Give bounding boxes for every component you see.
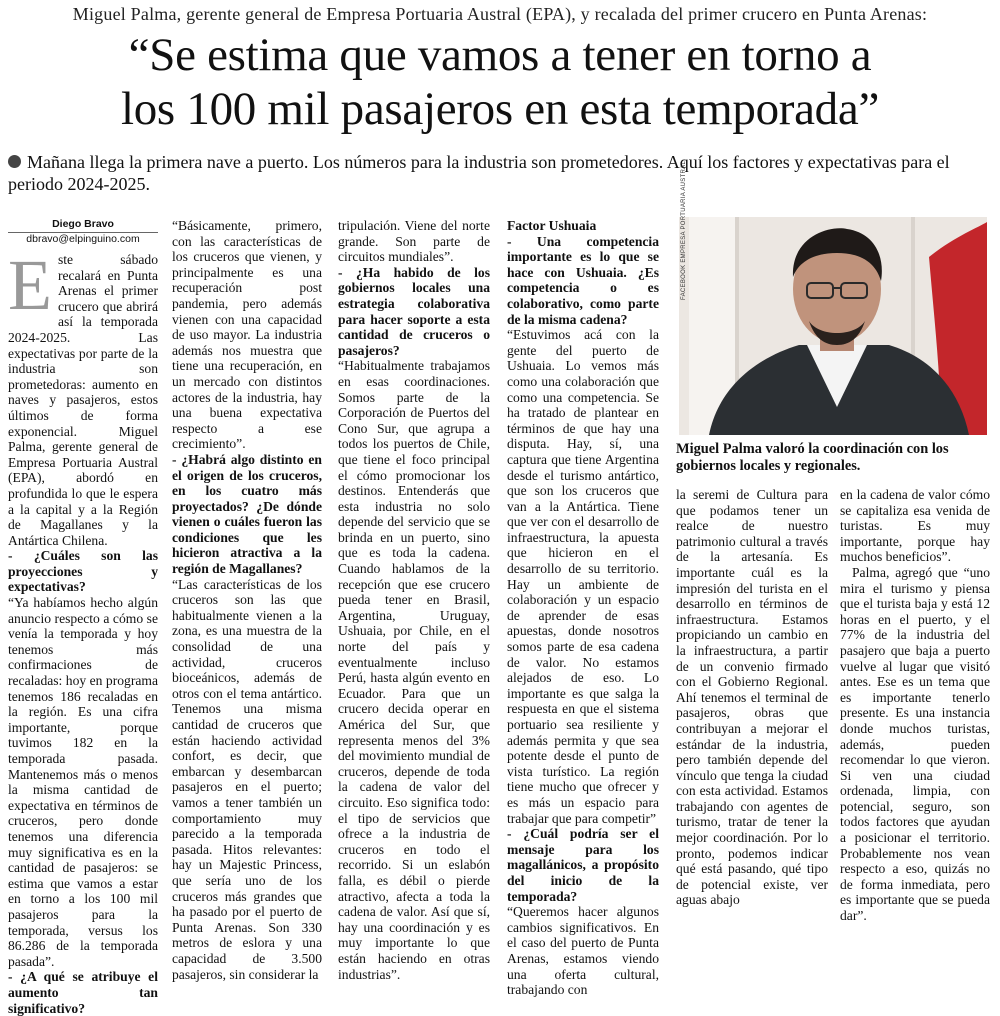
question-4: - ¿Ha habido de los gobiernos locales una estrategia colaborativa para hacer soporte a esta cantidad de cruceros o pasajeros? [338,264,490,358]
question-2: - ¿A qué se atribuye el aumento tan significativo? [8,969,158,1016]
headline [0,28,1000,136]
question-1: - ¿Cuáles son las proyecciones y expectativas? [8,548,158,595]
drop-cap: E [8,245,52,325]
answer-6-end: en la cadena de valor cómo se capitaliza esa venida de turistas. Es muy importante, porque hay muchos beneficios”. [840,487,990,565]
article-column-6 [840,487,990,924]
article-column-2 [172,218,322,982]
subhead-factor-ushuaia: Factor Ushuaia [507,218,597,233]
lead-text: Mañana llega la primera nave a puerto. Los números para la industria son prometedores. Aquí los factores y expectativas para el periodo 2024-2025. [8,152,950,194]
photo-credit: FACEBOOK EMPRESA PORTUARIA AUSTRAL [681,160,687,300]
answer-3-cont: tripulación. Viene del norte grande. Son parte de circuitos mundiales”. [338,218,490,265]
article-column-3 [338,218,490,982]
author-byline [8,218,158,246]
article-column-5 [676,487,828,908]
answer-3: “Las características de los cruceros son las que habitualmente vienen a la zona, es una muestra de la consolidad de una actividad, cruceros bioceánicos, además de otros con el tema antártico. Tenemos una misma cantidad de cruceros que están haciendo actividad confort, es decir, que embarcan y desembarcan pasajeros en el puerto; vamos a tener también un comportamiento muy parecido a la temporada pasada. Hitos relevantes: hay un Majestic Princess, que sería uno de los cruceros más grandes que ha pasado por el puerto de Punta Arenas. Son 330 metros de eslora y una capacidad de 3.500 pasajeros, sin considerar la [172,576,322,982]
answer-6-cont: la seremi de Cultura para que podamos tener un realce de nuestro patrimonio cultural a través de la artesanía. Es importante cuál es la impresión del turista en el desarrollo en términos de infraestructura. Estamos propiciando un cambio en la infraestructura, a partir de un convenio firmado con el Gobierno Regional. Ahí tenemos el terminal de pasajeros, obras que contribuyan a mejorar el estándar de la industria, pero también depende del vínculo que tenga la ciudad con esta actividad. Estamos trabajando con agentes de turismo, tratar de tener la mejor coordinación. Por lo pronto, podemos indicar qué está pasando, qué tipo de potencial existe, ver aguas abajo [676,487,828,908]
answer-6: “Queremos hacer algunos cambios significativos. En el caso del puerto de Punta Arenas, estamos viendo una oferta cultural, trabajando con [507,904,659,998]
intro-paragraph: Este sábado recalará en Punta Arenas el primer crucero que abrirá así la temporada 2024-2025. Las expectativas por parte de la industria son prometedoras: aumento en naves y pasajeros, estos últimos de forma exponencial. Miguel Palma, gerente general de Empresa Portuaria Austral (EPA), abordó en profundida lo que le espera a la capital y a la Región de Magallanes y la Antártica Chilena. [8,245,158,548]
article-column-1 [8,218,158,1016]
lead-paragraph [8,151,993,195]
photo-caption: Miguel Palma valoró la coordinación con los gobiernos locales y regionales. [676,441,949,474]
question-3: - ¿Habrá algo distinto en el origen de los cruceros, en los cuatro más proyectados? ¿De dónde vienen o cuáles fueron las condiciones que les hicieron atractiva a la región de Magallanes? [172,451,322,577]
kicker: Miguel Palma, gerente general de Empresa Portuaria Austral (EPA), y recalada del primer crucero en Punta Arenas: [72,4,928,24]
author-name: Diego Bravo [8,218,158,233]
headline-line-1: “Se estima que vamos a tener en torno a [128,29,872,81]
portrait-illustration [679,217,987,435]
closing-paragraph: Palma, agregó que “uno mira el turismo y piensa que el turista baja y está 12 horas en el puerto, y el 77% de la industria del pasajero que baja a puerto vuelve al lugar que visitó antes. Ese es un tema que es importante tenerlo presente. Es una instancia donde muchos turistas, además, pueden recomendar lo que vieron. Si ven una ciudad ordenada, limpia, con potencial, seguro, son todos factores que ayudan a posicionar el territorio. Probablemente nos vean respecto a eso, quizás no de forma inmediata, pero es importante que se pueda dar”. [840,564,990,924]
answer-4: “Habitualmente trabajamos en esas coordinaciones. Somos parte de la Corporación de Puertos del Cono Sur, que agrupa a todos los puertos de Chile, que tiene el foco principal el cómo promocionar los destinos. Entenderás que esta industria no solo depende del servicio que se brinda en un puerto, sino que es toda la cadena. Cuando hablamos de la recepción que ese crucero pueda tener en Brasil, Argentina, Uruguay, Ushuaia, por Chile, en el norte del país y eventualmente incluso Perú, hasta algún evento en Ecuador. Para que un crucero decida operar en América del Sur, que representa menos del 3% del movimiento mundial de cruceros, depende de toda la cadena de valor del circuito. Eso significa todo: el tipo de servicios que ofrece a la industria de cruceros en todo el recorrido. Si un eslabón falla, es débil o pierde atractivo, afecta a toda la cadena de valor. Así que sí, hay una coordinación y es muy importante lo que están haciendo en otras industrias”. [338,358,490,982]
question-6: - ¿Cuál podría ser el mensaje para los magallánicos, a propósito del inicio de la temporada? [507,826,659,904]
headline-line-2: los 100 mil pasajeros en esta temporada” [120,83,880,135]
question-5: - Una competencia importante es lo que se hace con Ushuaia. ¿Es competencia o es colaborativo, como parte de la misma cadena? [507,233,659,327]
answer-1: “Ya habíamos hecho algún anuncio respecto a cómo se venía la temporada y hoy tenemos más confirmaciones de recaladas: hoy en programa tenemos 186 recaladas en la región. Es una cifra importante, porque tuvimos 182 en la temporada pasada. Mantenemos más o menos la misma cantidad de expectativa en términos de cruceros, pero donde tenemos una diferencia muy significativa es en la cantidad de pasajeros: se estima que vamos a estar en torno a los 100 mil pasajeros para la temporada, versus los 86.286 de la temporada pasada”. [8,595,158,969]
portrait-photo [679,217,987,435]
author-email[interactable]: dbravo@elpinguino.com [26,233,140,245]
answer-5: “Estuvimos acá con la gente del puerto de Ushuaia. Lo vemos más como una colaboración que como una competencia. Se ha tratado de plantear en términos de que hay una disputa. Hay, sí, una captura que tiene Argentina desde el turismo antártico, que son los cruceros que van a la Antártica. Tiene que ver con el desarrollo de infraestructura, la apuesta que hicieron en el desarrollo de su territorio. Hay un ambiente de colaboración y un espacio de aprender de esas apuestas, donde nosotros somos parte de esa cadena de valor. No estamos alejados de eso. Lo importante es que salga la respuesta en que el sistema portuario sea resiliente y además permita y que sea potente desde el punto de vista turístico. La región tiene mucho que ofrecer y es más un espacio para trabajar que para competir” [507,327,659,826]
article-column-4 [507,218,659,998]
answer-2: “Básicamente, primero, con las características de los cruceros que vienen, y principalmente es una recuperación post pandemia, pero además vienen con una capacidad de uso mayor. La industria además nos muestra que tiene una recuperación, en un mercado con distintos actores de la industria, hay una buena expectativa respecto a ese crecimiento”. [172,218,322,452]
bullet-icon [8,155,21,168]
